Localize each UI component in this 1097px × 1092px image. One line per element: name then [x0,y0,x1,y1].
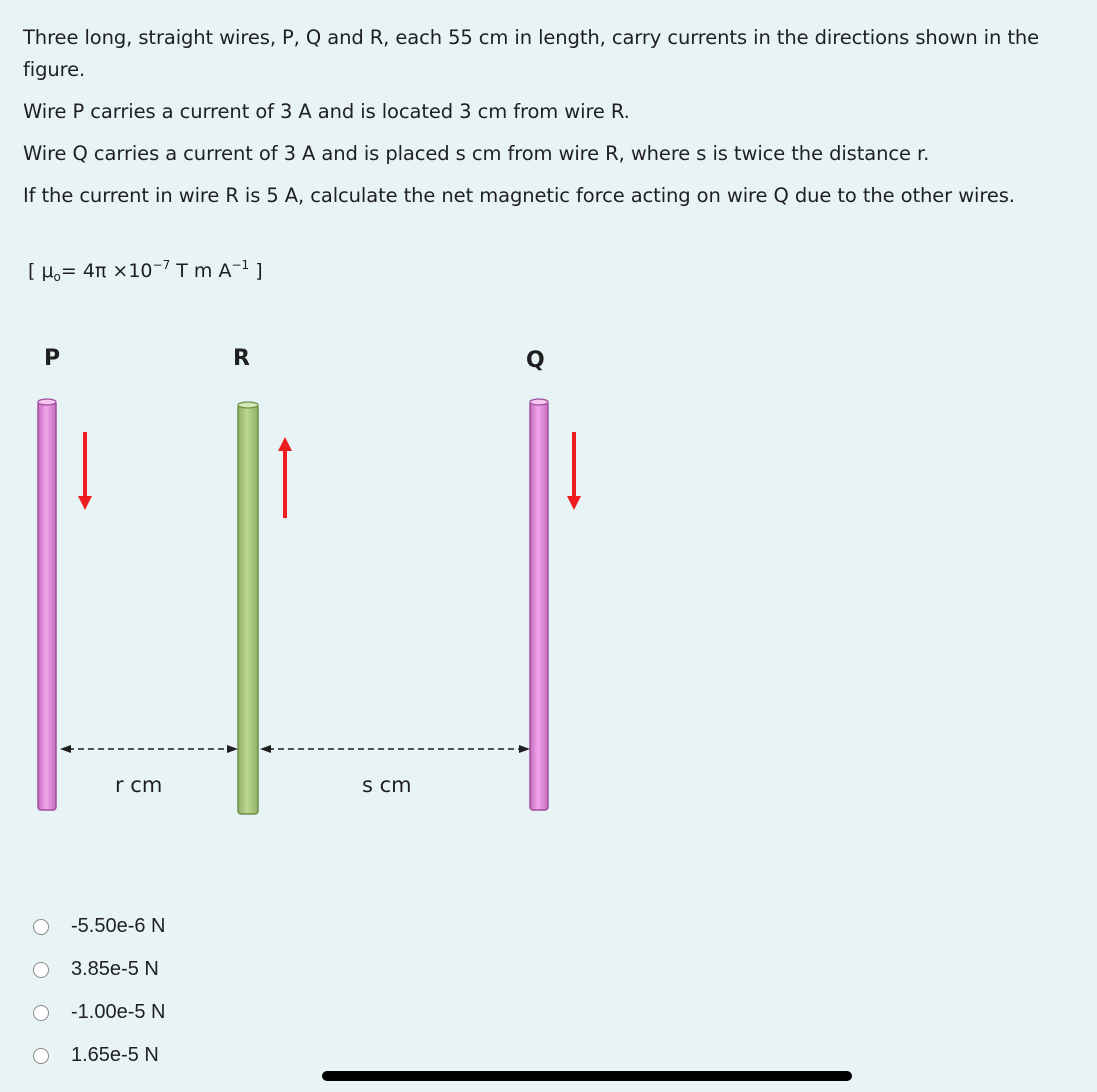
question-line-1: Three long, straight wires, P, Q and R, each 55 cm in length, carry currents in the directions shown in the figure. [23,26,1040,81]
home-indicator[interactable] [322,1071,852,1081]
radio-button[interactable] [33,962,49,978]
radio-button[interactable] [33,919,49,935]
constant-close: ] [249,260,263,282]
constant-sub: o [53,270,61,284]
option-2[interactable] [33,948,166,991]
wire-p [38,399,56,810]
wire-q [530,399,548,810]
constant-eq: = 4π ×10 [60,260,153,282]
option-label: -5.50e-6 N [71,915,166,937]
wires-figure [0,320,700,840]
radio-button[interactable] [33,1048,49,1064]
distance-label-r: r cm [115,773,163,797]
option-label: -1.00e-5 N [71,1001,166,1023]
option-label: 1.65e-5 N [71,1044,159,1066]
constant-exp: −7 [152,258,171,272]
question-line-3: Wire Q carries a current of 3 A and is placed s cm from wire R, where s is twice the distance r. [23,142,930,165]
wire-r [238,402,258,814]
question-text [23,22,1078,222]
wire-label-q: Q [526,348,545,373]
option-4[interactable] [33,1034,166,1077]
distance-arrow-s [260,745,530,753]
wire-label-p: P [44,346,61,371]
constant-unit-exp: −1 [231,258,250,272]
option-1[interactable] [33,905,166,948]
distance-arrow-r [60,745,238,753]
distance-label-s: s cm [362,773,412,797]
option-3[interactable] [33,991,166,1034]
current-arrow-q [567,432,581,510]
constant-unit: T m A [170,260,232,282]
question-line-2: Wire P carries a current of 3 A and is located 3 cm from wire R. [23,100,630,123]
radio-button[interactable] [33,1005,49,1021]
option-label: 3.85e-5 N [71,958,159,980]
wire-label-r: R [233,346,250,371]
constant-open: [ μ [28,260,54,282]
question-line-4: If the current in wire R is 5 A, calculate the net magnetic force acting on wire Q due to the other wires. [23,184,1015,207]
permeability-constant [28,258,263,284]
current-arrow-p [78,432,92,510]
wires-diagram [0,320,700,840]
answer-options [33,905,166,1077]
current-arrow-r [278,437,292,518]
